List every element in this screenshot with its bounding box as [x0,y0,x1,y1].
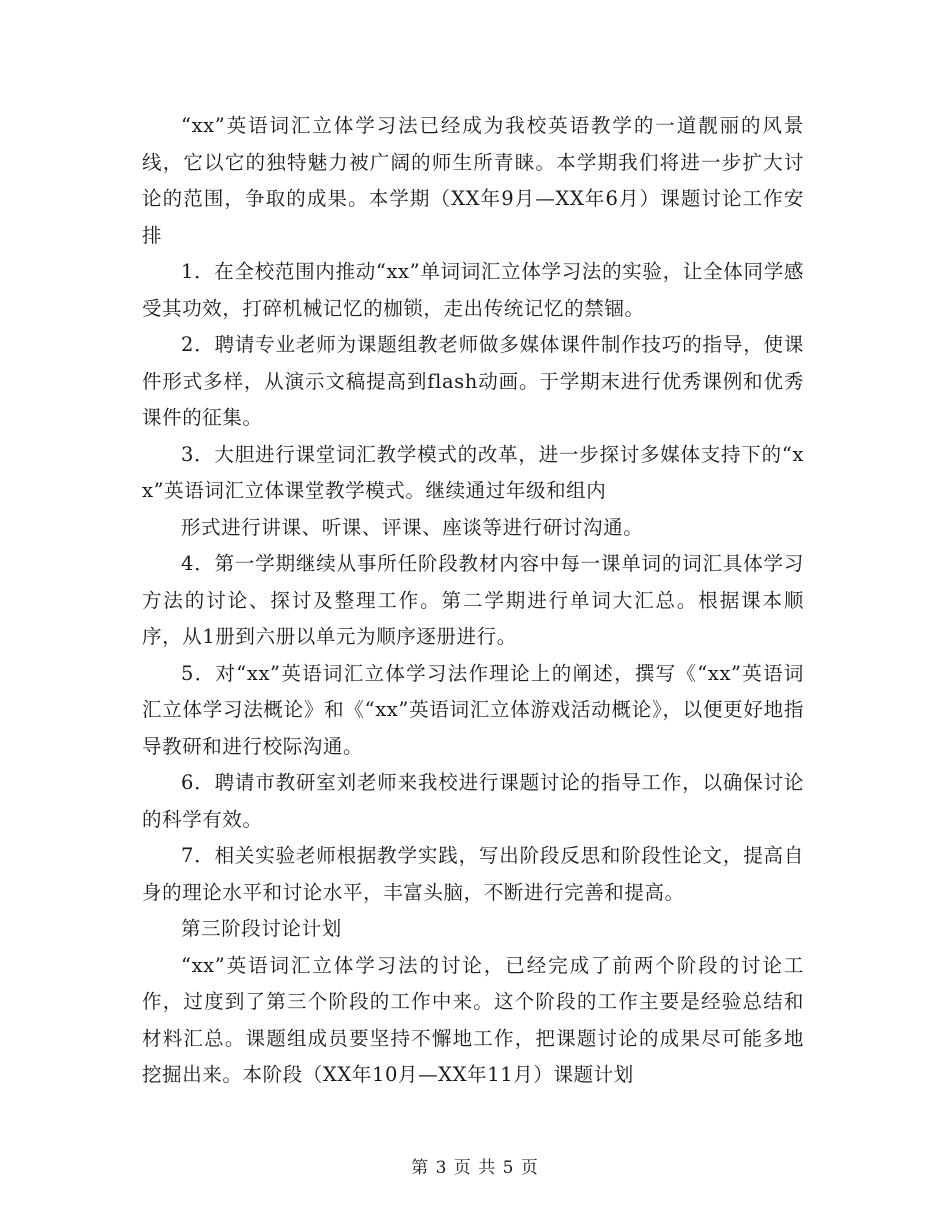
paragraph-item-7: 7．相关实验老师根据教学实践，写出阶段反思和阶段性论文，提高自身的理论水平和讨论水平，丰富头脑，不断进行完善和提高。 [142,844,804,904]
page-number-footer: 第 3 页 共 5 页 [411,1158,539,1178]
paragraph-intro: “xx”英语词汇立体学习法已经成为我校英语教学的一道靓丽的风景线，它以它的独特魅力被广阔的师生所青睐。本学期我们将进一步扩大讨论的范围，争取的成果。本学期（XX年9月—XX年6月）课题讨论工作安排 [142,114,804,247]
paragraph-item-1: 1．在全校范围内推动“xx”单词词汇立体学习法的实验，让全体同学感受其功效，打碎机械记忆的枷锁，走出传统记忆的禁锢。 [142,260,804,320]
paragraph-item-2: 2．聘请专业老师为课题组教老师做多媒体课件制作技巧的指导，使课件形式多样，从演示文稿提高到flash动画。于学期末进行优秀课例和优秀课件的征集。 [142,333,804,429]
paragraph-item-3-continuation: 形式进行讲课、听课、评课、座谈等进行研讨沟通。 [181,515,644,539]
paragraph-item-3: 3．大胆进行课堂词汇教学模式的改革，进一步探讨多媒体支持下的“xx”英语词汇立体课堂教学模式。继续通过年级和组内 [142,442,804,502]
document-body [142,108,804,1094]
paragraph-item-6: 6．聘请市教研室刘老师来我校进行课题讨论的指导工作，以确保讨论的科学有效。 [142,771,804,831]
section-heading-stage-3: 第三阶段讨论计划 [181,917,342,940]
paragraph-item-4: 4．第一学期继续从事所任阶段教材内容中每一课单词的词汇具体学习方法的讨论、探讨及整理工作。第二学期进行单词大汇总。根据课本顺序，从1册到六册以单元为顺序逐册进行。 [142,552,804,648]
paragraph-stage-3: “xx”英语词汇立体学习法的讨论，已经完成了前两个阶段的讨论工作，过度到了第三个阶段的工作中来。这个阶段的工作主要是经验总结和材料汇总。课题组成员要坚持不懈地工作，把课题讨论的成果尽可能多地挖掘出来。本阶段（XX年10月—XX年11月）课题计划 [142,953,804,1086]
paragraph-item-5: 5．对“xx”英语词汇立体学习法作理论上的阐述，撰写《“xx”英语词汇立体学习法概论》和《“xx”英语词汇立体游戏活动概论》，以便更好地指导教研和进行校际沟通。 [142,661,804,758]
